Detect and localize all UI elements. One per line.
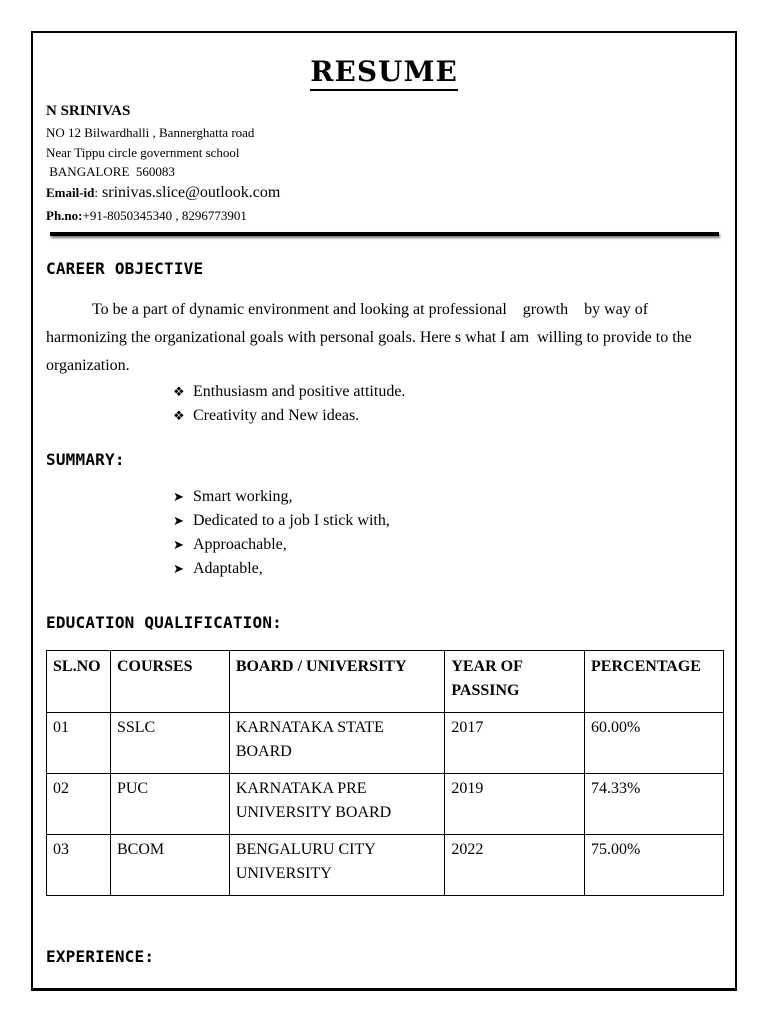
table-cell: 2017 [445,713,585,774]
education-heading: EDUCATION QUALIFICATION: [46,613,282,632]
address-line-2: Near Tippu circle government school [46,145,240,160]
table-cell: 01 [47,713,111,774]
table-cell: 75.00% [585,835,724,896]
email-label: Email-id [46,185,95,200]
arrowhead-bullet-icon: ➤ [173,537,184,552]
column-header: COURSES [110,651,229,713]
phone-value: +91-8050345340 , 8296773901 [82,208,247,223]
table-row [47,713,724,774]
arrowhead-bullet-icon: ➤ [173,513,184,528]
arrowhead-bullet-icon: ➤ [173,489,184,504]
table-cell: PUC [110,774,229,835]
resume-title: RESUME [33,55,735,88]
table-row [47,774,724,835]
arrowhead-bullet-icon: ➤ [173,561,184,576]
resume-page [31,31,737,991]
experience-heading: EXPERIENCE: [46,947,155,966]
email-value: srinivas.slice@outlook.com [98,184,281,201]
column-header: SL.NO [47,651,111,713]
education-table [46,650,724,896]
column-header: BOARD / UNIVERSITY [229,651,445,713]
career-objective-heading: CAREER OBJECTIVE [46,259,204,278]
objective-item: ❖ Creativity and New ideas. [173,407,360,424]
address-line-1: NO 12 Bilwardhalli , Bannerghatta road [46,125,255,140]
header-divider [50,232,719,236]
table-header-row [47,651,724,713]
summary-item: ➤ Adaptable, [173,560,263,577]
diamond-bullet-icon: ❖ [173,408,185,423]
summary-item: ➤ Approachable, [173,536,287,553]
table-cell: 60.00% [585,713,724,774]
summary-item: ➤ Dedicated to a job I stick with, [173,512,390,529]
objective-item: ❖ Enthusiasm and positive attitude. [173,383,406,400]
table-cell: 2019 [445,774,585,835]
column-header: PERCENTAGE [585,651,724,713]
summary-item: ➤ Smart working, [173,488,293,505]
email-row [46,184,280,202]
table-cell: SSLC [110,713,229,774]
table-cell: 03 [47,835,111,896]
table-row [47,835,724,896]
career-objective-paragraph: To be a part of dynamic environment and looking at professional growth by way of harmonizing the organizational goals with personal goals. Here s what I am willing to provide to the organization. [46,301,696,374]
table-cell: 2022 [445,835,585,896]
email-separator: : [94,185,99,200]
table-cell: BCOM [110,835,229,896]
candidate-name: N SRINIVAS [46,103,131,119]
table-cell: 74.33% [585,774,724,835]
table-cell: KARNATAKA STATE BOARD [229,713,445,774]
table-cell: BENGALURU CITY UNIVERSITY [229,835,445,896]
phone-row [46,207,247,225]
column-header: YEAR OF PASSING [445,651,585,713]
table-cell: 02 [47,774,111,835]
phone-label: Ph.no: [46,208,83,223]
address-line-3: BANGALORE 560083 [46,164,175,179]
diamond-bullet-icon: ❖ [173,384,185,399]
summary-heading: SUMMARY: [46,450,125,469]
table-cell: KARNATAKA PRE UNIVERSITY BOARD [229,774,445,835]
